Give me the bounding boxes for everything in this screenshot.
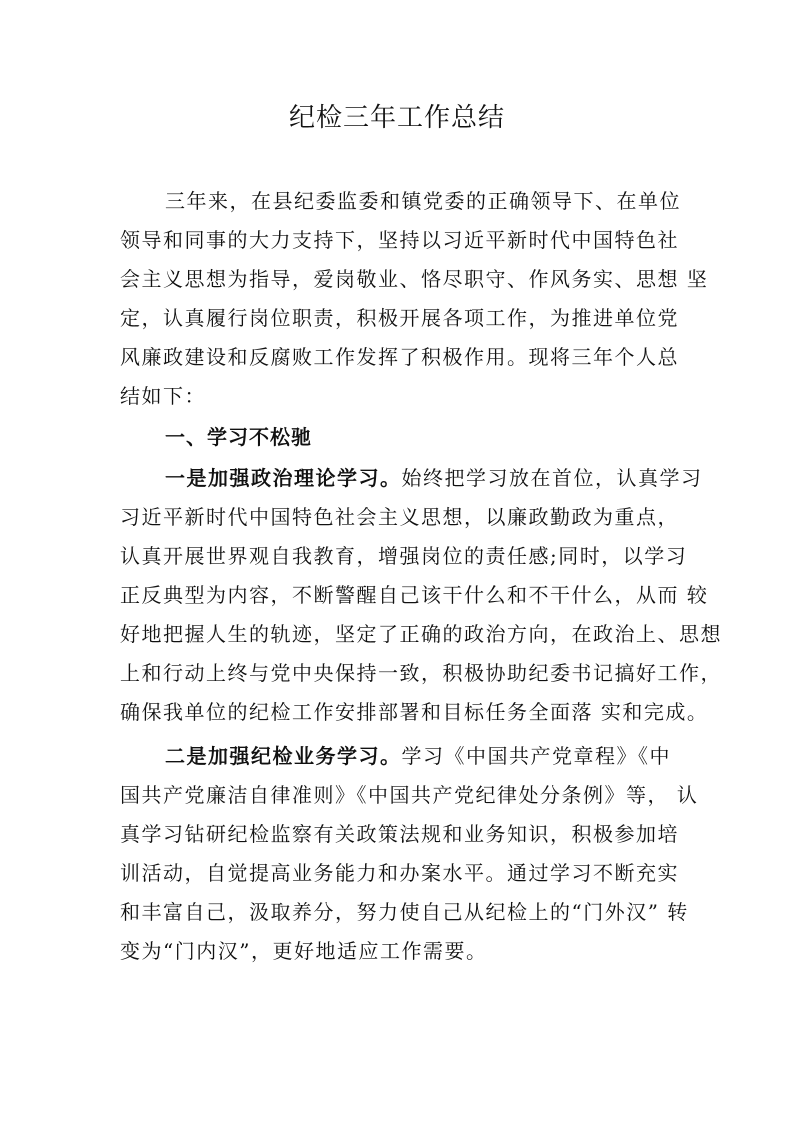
paragraph-line: 认真开展世界观自我教育，增强岗位的责任感;同时，以学习 (120, 544, 688, 568)
section-heading: 一、学习不松驰 (165, 425, 312, 449)
paragraph-line: 变为“门内汉”，更好地适应工作需要。 (120, 939, 488, 963)
intro-line: 会主义思想为指导，爱岗敬业、恪尽职守、作风务实、思想 坚 (120, 267, 709, 291)
paragraph-lead: 一是加强政治理论学习。 (165, 466, 402, 490)
intro-line: 定，认真履行岗位职责，积极开展各项工作，为推进单位党 (120, 306, 679, 330)
paragraph-line: 和丰富自己，汲取养分，努力使自己从纪检上的“门外汉” 转 (120, 900, 689, 924)
paragraph-line: 上和行动上终与党中央保持一致，积极协助纪委书记搞好工作， (120, 661, 722, 685)
paragraph-line: 训活动，自觉提高业务能力和办案水平。通过学习不断充实 (120, 861, 679, 885)
document-title: 纪检三年工作总结 (288, 103, 505, 133)
paragraph-first-line (165, 464, 703, 492)
intro-line: 三年来，在县纪委监委和镇党委的正确领导下、在单位 (165, 189, 681, 213)
paragraph-first-line (165, 742, 671, 770)
paragraph-line: 正反典型为内容，不断警醒自己该干什么和不干什么，从而 较 (120, 583, 709, 607)
paragraph-line: 习近平新时代中国特色社会主义思想，以廉政勤政为重点， (120, 505, 679, 529)
paragraph-line: 真学习钻研纪检监察有关政策法规和业务知识，积极参加培 (120, 822, 679, 846)
intro-line: 领导和同事的大力支持下，坚持以习近平新时代中国特色社 (120, 228, 679, 252)
paragraph-line: 确保我单位的纪检工作安排部署和目标任务全面落 实和完成。 (120, 700, 709, 724)
intro-line: 风廉政建设和反腐败工作发挥了积极作用。现将三年个人总 (120, 345, 679, 369)
intro-line: 结如下： (120, 384, 206, 408)
paragraph-lead: 二是加强纪检业务学习。 (165, 744, 402, 768)
paragraph-text: 始终把学习放在首位，认真学习 (401, 466, 703, 490)
paragraph-line: 国共产党廉洁自律准则》《中国共产党纪律处分条例》等， 认 (120, 783, 699, 807)
paragraph-line: 好地把握人生的轨迹，坚定了正确的政治方向，在政治上、思想 (120, 622, 722, 646)
paragraph-text: 学习《中国共产党章程》《中 (401, 744, 671, 768)
